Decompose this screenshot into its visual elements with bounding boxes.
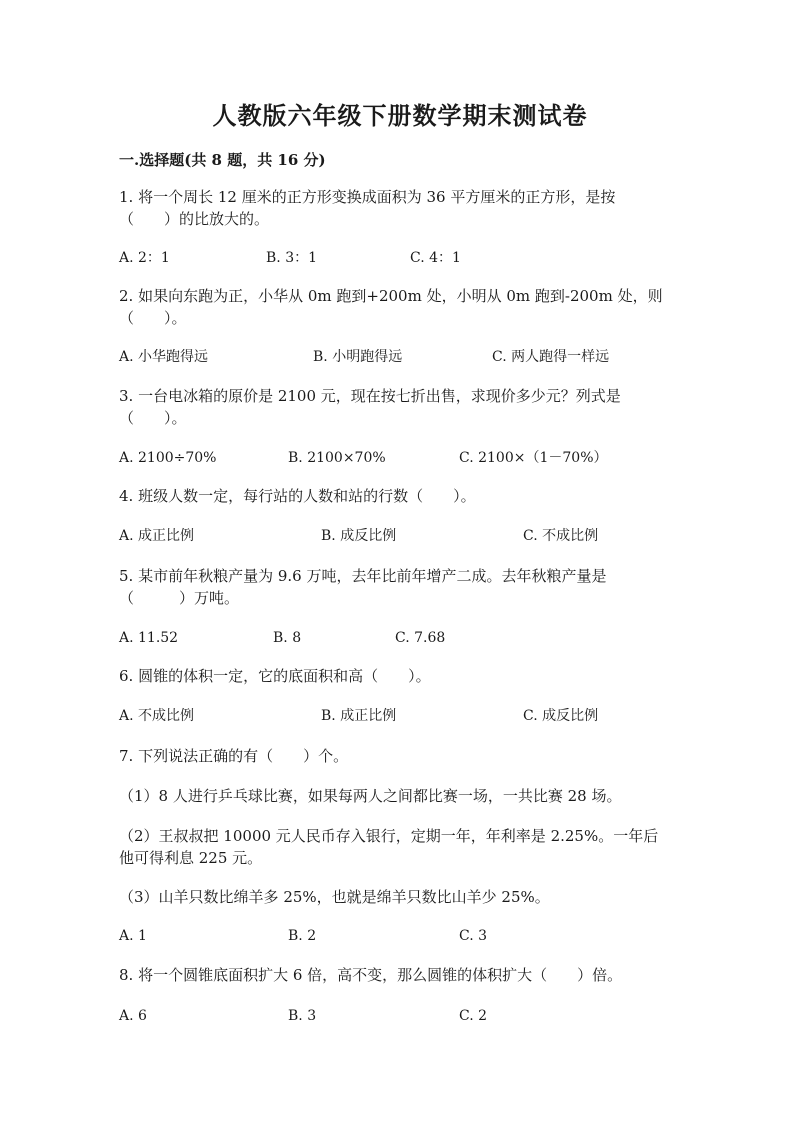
- question-7-statement-1: （1）8 人进行乒乓球比赛，如果每两人之间都比赛一场，一共比赛 28 场。: [119, 787, 622, 805]
- page-title: 人教版六年级下册数学期末测试卷: [212, 101, 588, 130]
- question-4-option-c[interactable]: C. 不成比例: [523, 528, 599, 544]
- question-8-text-line-1: 8. 将一个圆锥底面积扩大 6 倍，高不变，那么圆锥的体积扩大（ ）倍。: [119, 966, 623, 984]
- question-7-statement-3: （3）山羊只数比绵羊多 25%，也就是绵羊只数比山羊少 25%。: [119, 888, 550, 906]
- question-5-option-b[interactable]: B. 8: [273, 630, 302, 646]
- question-7-option-b[interactable]: B. 2: [288, 928, 317, 944]
- question-8-option-b[interactable]: B. 3: [288, 1008, 317, 1024]
- question-1-option-b[interactable]: B. 3：1: [266, 250, 318, 266]
- question-4-text-line-1: 4. 班级人数一定，每行站的人数和站的行数（ ）。: [119, 487, 476, 505]
- question-1-option-c[interactable]: C. 4：1: [410, 250, 461, 266]
- question-1-option-a[interactable]: A. 2：1: [119, 250, 170, 266]
- question-3-option-c[interactable]: C. 2100×（1－70%）: [459, 450, 608, 466]
- question-8-option-c[interactable]: C. 2: [459, 1008, 488, 1024]
- question-6-option-a[interactable]: A. 不成比例: [119, 708, 195, 724]
- question-5-text-line-1: 5. 某市前年秋粮产量为 9.6 万吨，去年比前年增产二成。去年秋粮产量是: [119, 567, 607, 585]
- question-1-text-line-2: （ ）的比放大的。: [119, 210, 270, 228]
- question-2-options: [119, 346, 719, 368]
- question-4-option-a[interactable]: A. 成正比例: [119, 528, 195, 544]
- question-5-text-line-2: （ ）万吨。: [119, 589, 240, 607]
- question-7-option-a[interactable]: A. 1: [119, 928, 147, 944]
- question-7-text-line-1: 7. 下列说法正确的有（ ）个。: [119, 747, 349, 765]
- question-2-option-c[interactable]: C. 两人跑得一样远: [492, 349, 610, 365]
- question-8-options: [119, 1005, 719, 1027]
- question-2-text-line-2: （ ）。: [119, 309, 187, 327]
- question-6-text-line-1: 6. 圆锥的体积一定，它的底面积和高（ ）。: [119, 667, 431, 685]
- question-7-statement-2-line-2: 他可得利息 225 元。: [119, 849, 263, 867]
- question-7-option-c[interactable]: C. 3: [459, 928, 488, 944]
- question-3-text-line-2: （ ）。: [119, 409, 187, 427]
- question-2-text-line-1: 2. 如果向东跑为正，小华从 0m 跑到+200m 处，小明从 0m 跑到-200m 处，则: [119, 287, 663, 305]
- question-5-options: [119, 627, 719, 649]
- question-3-option-b[interactable]: B. 2100×70%: [288, 450, 386, 466]
- question-5-option-c[interactable]: C. 7.68: [395, 630, 446, 646]
- question-2-option-b[interactable]: B. 小明跑得远: [313, 349, 403, 365]
- question-4-option-b[interactable]: B. 成反比例: [321, 528, 397, 544]
- question-3-options: [119, 447, 719, 469]
- question-3-option-a[interactable]: A. 2100÷70%: [119, 450, 217, 466]
- section-heading: 一.选择题(共 8 题，共 16 分): [119, 151, 326, 169]
- question-1-options: [119, 247, 719, 269]
- question-7-statement-2-line-1: （2）王叔叔把 10000 元人民币存入银行，定期一年，年利率是 2.25%。一年后: [119, 827, 659, 845]
- question-6-option-c[interactable]: C. 成反比例: [523, 708, 599, 724]
- question-6-options: [119, 705, 719, 727]
- question-4-options: [119, 525, 719, 547]
- question-7-options: [119, 925, 719, 947]
- question-5-option-a[interactable]: A. 11.52: [119, 630, 179, 646]
- question-2-option-a[interactable]: A. 小华跑得远: [119, 349, 209, 365]
- question-1-text-line-1: 1. 将一个周长 12 厘米的正方形变换成面积为 36 平方厘米的正方形，是按: [119, 188, 616, 206]
- question-6-option-b[interactable]: B. 成正比例: [321, 708, 397, 724]
- question-3-text-line-1: 3. 一台电冰箱的原价是 2100 元，现在按七折出售，求现价多少元？列式是: [119, 387, 621, 405]
- question-8-option-a[interactable]: A. 6: [119, 1008, 147, 1024]
